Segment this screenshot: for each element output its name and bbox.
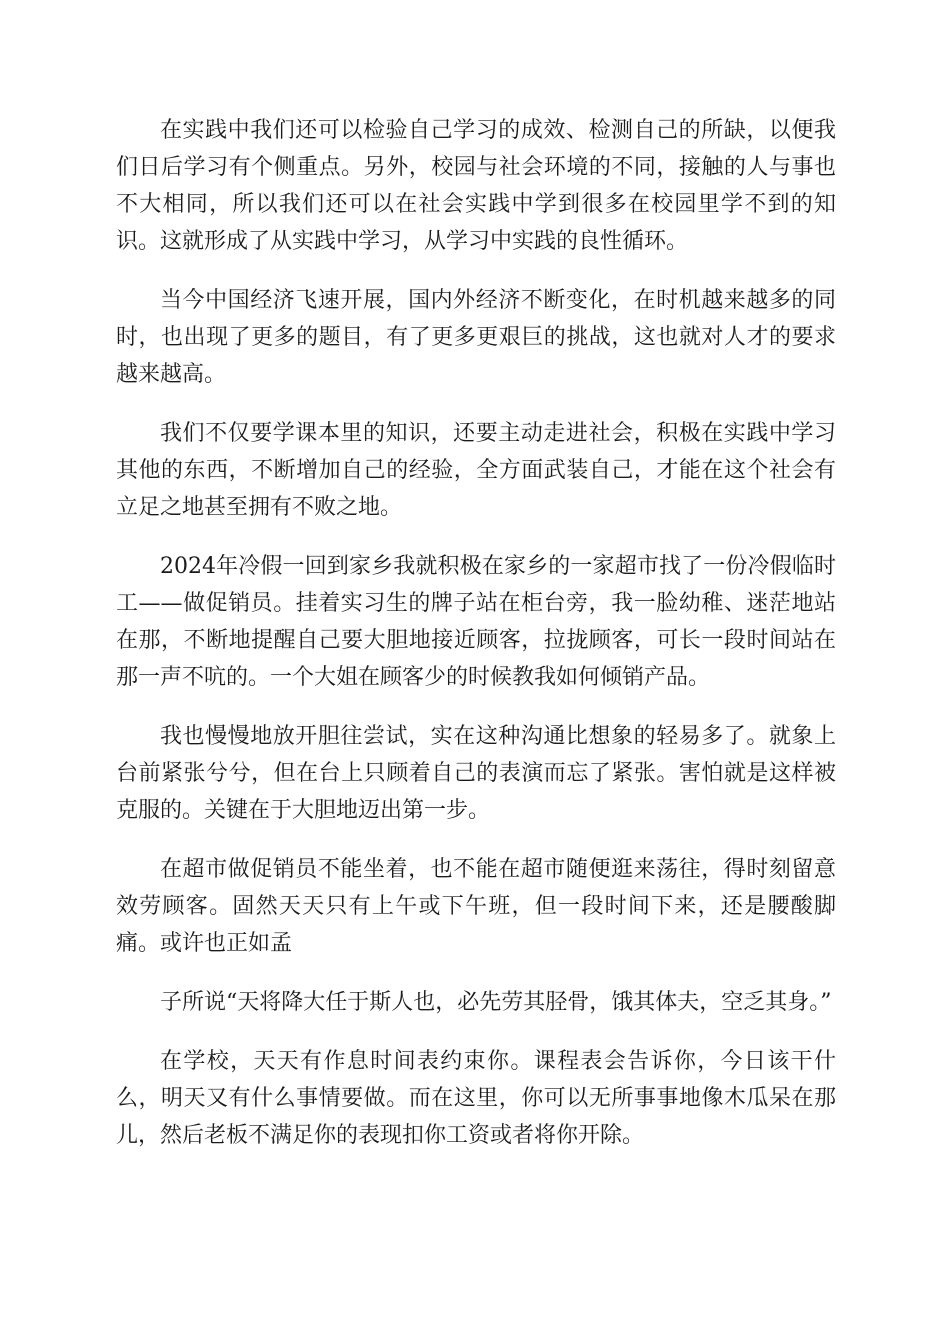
paragraph: 2024年冷假一回到家乡我就积极在家乡的一家超市找了一份冷假临时工——做促销员。挂着实习生的牌子站在柜台旁，我一脸幼稚、迷茫地站在那，不断地提醒自己要大胆地接近顾客，拉拢顾客，可长一段时间站在那一声不吭的。一个大姐在顾客少的时候教我如何倾销产品。 — [116, 554, 836, 690]
paragraph: 在实践中我们还可以检验自己学习的成效、检测自己的所缺，以便我们日后学习有个侧重点。另外，校园与社会环境的不同，接触的人与事也不大相同，所以我们还可以在社会实践中学到很多在校园里学不到的知识。这就形成了从实践中学习，从学习中实践的良性循环。 — [116, 118, 836, 254]
paragraph: 在学校，天天有作息时间表约束你。课程表会告诉你，今日该干什么，明天又有什么事情要做。而在这里，你可以无所事事地像木瓜呆在那儿，然后老板不满足你的表现扣你工资或者将你开除。 — [116, 1049, 836, 1148]
document-body — [116, 112, 836, 1176]
paragraph: 我们不仅要学课本里的知识，还要主动走进社会，积极在实践中学习其他的东西，不断增加自己的经验，全方面武装自己，才能在这个社会有立足之地甚至拥有不败之地。 — [116, 421, 836, 520]
paragraph: 当今中国经济飞速开展，国内外经济不断变化，在时机越来越多的同时，也出现了更多的题目，有了更多更艰巨的挑战，这也就对人才的要求越来越高。 — [116, 288, 836, 387]
paragraph: 在超市做促销员不能坐着，也不能在超市随便逛来荡往，得时刻留意效劳顾客。固然天天只有上午或下午班，但一段时间下来，还是腰酸脚痛。或许也正如孟 — [116, 857, 836, 956]
paragraph: 子所说“天将降大任于斯人也，必先劳其胫骨，饿其体夫，空乏其身。” — [160, 990, 832, 1015]
paragraph: 我也慢慢地放开胆往尝试，实在这种沟通比想象的轻易多了。就象上台前紧张兮兮，但在台上只顾着自己的表演而忘了紧张。害怕就是这样被克服的。关键在于大胆地迈出第一步。 — [116, 724, 836, 823]
